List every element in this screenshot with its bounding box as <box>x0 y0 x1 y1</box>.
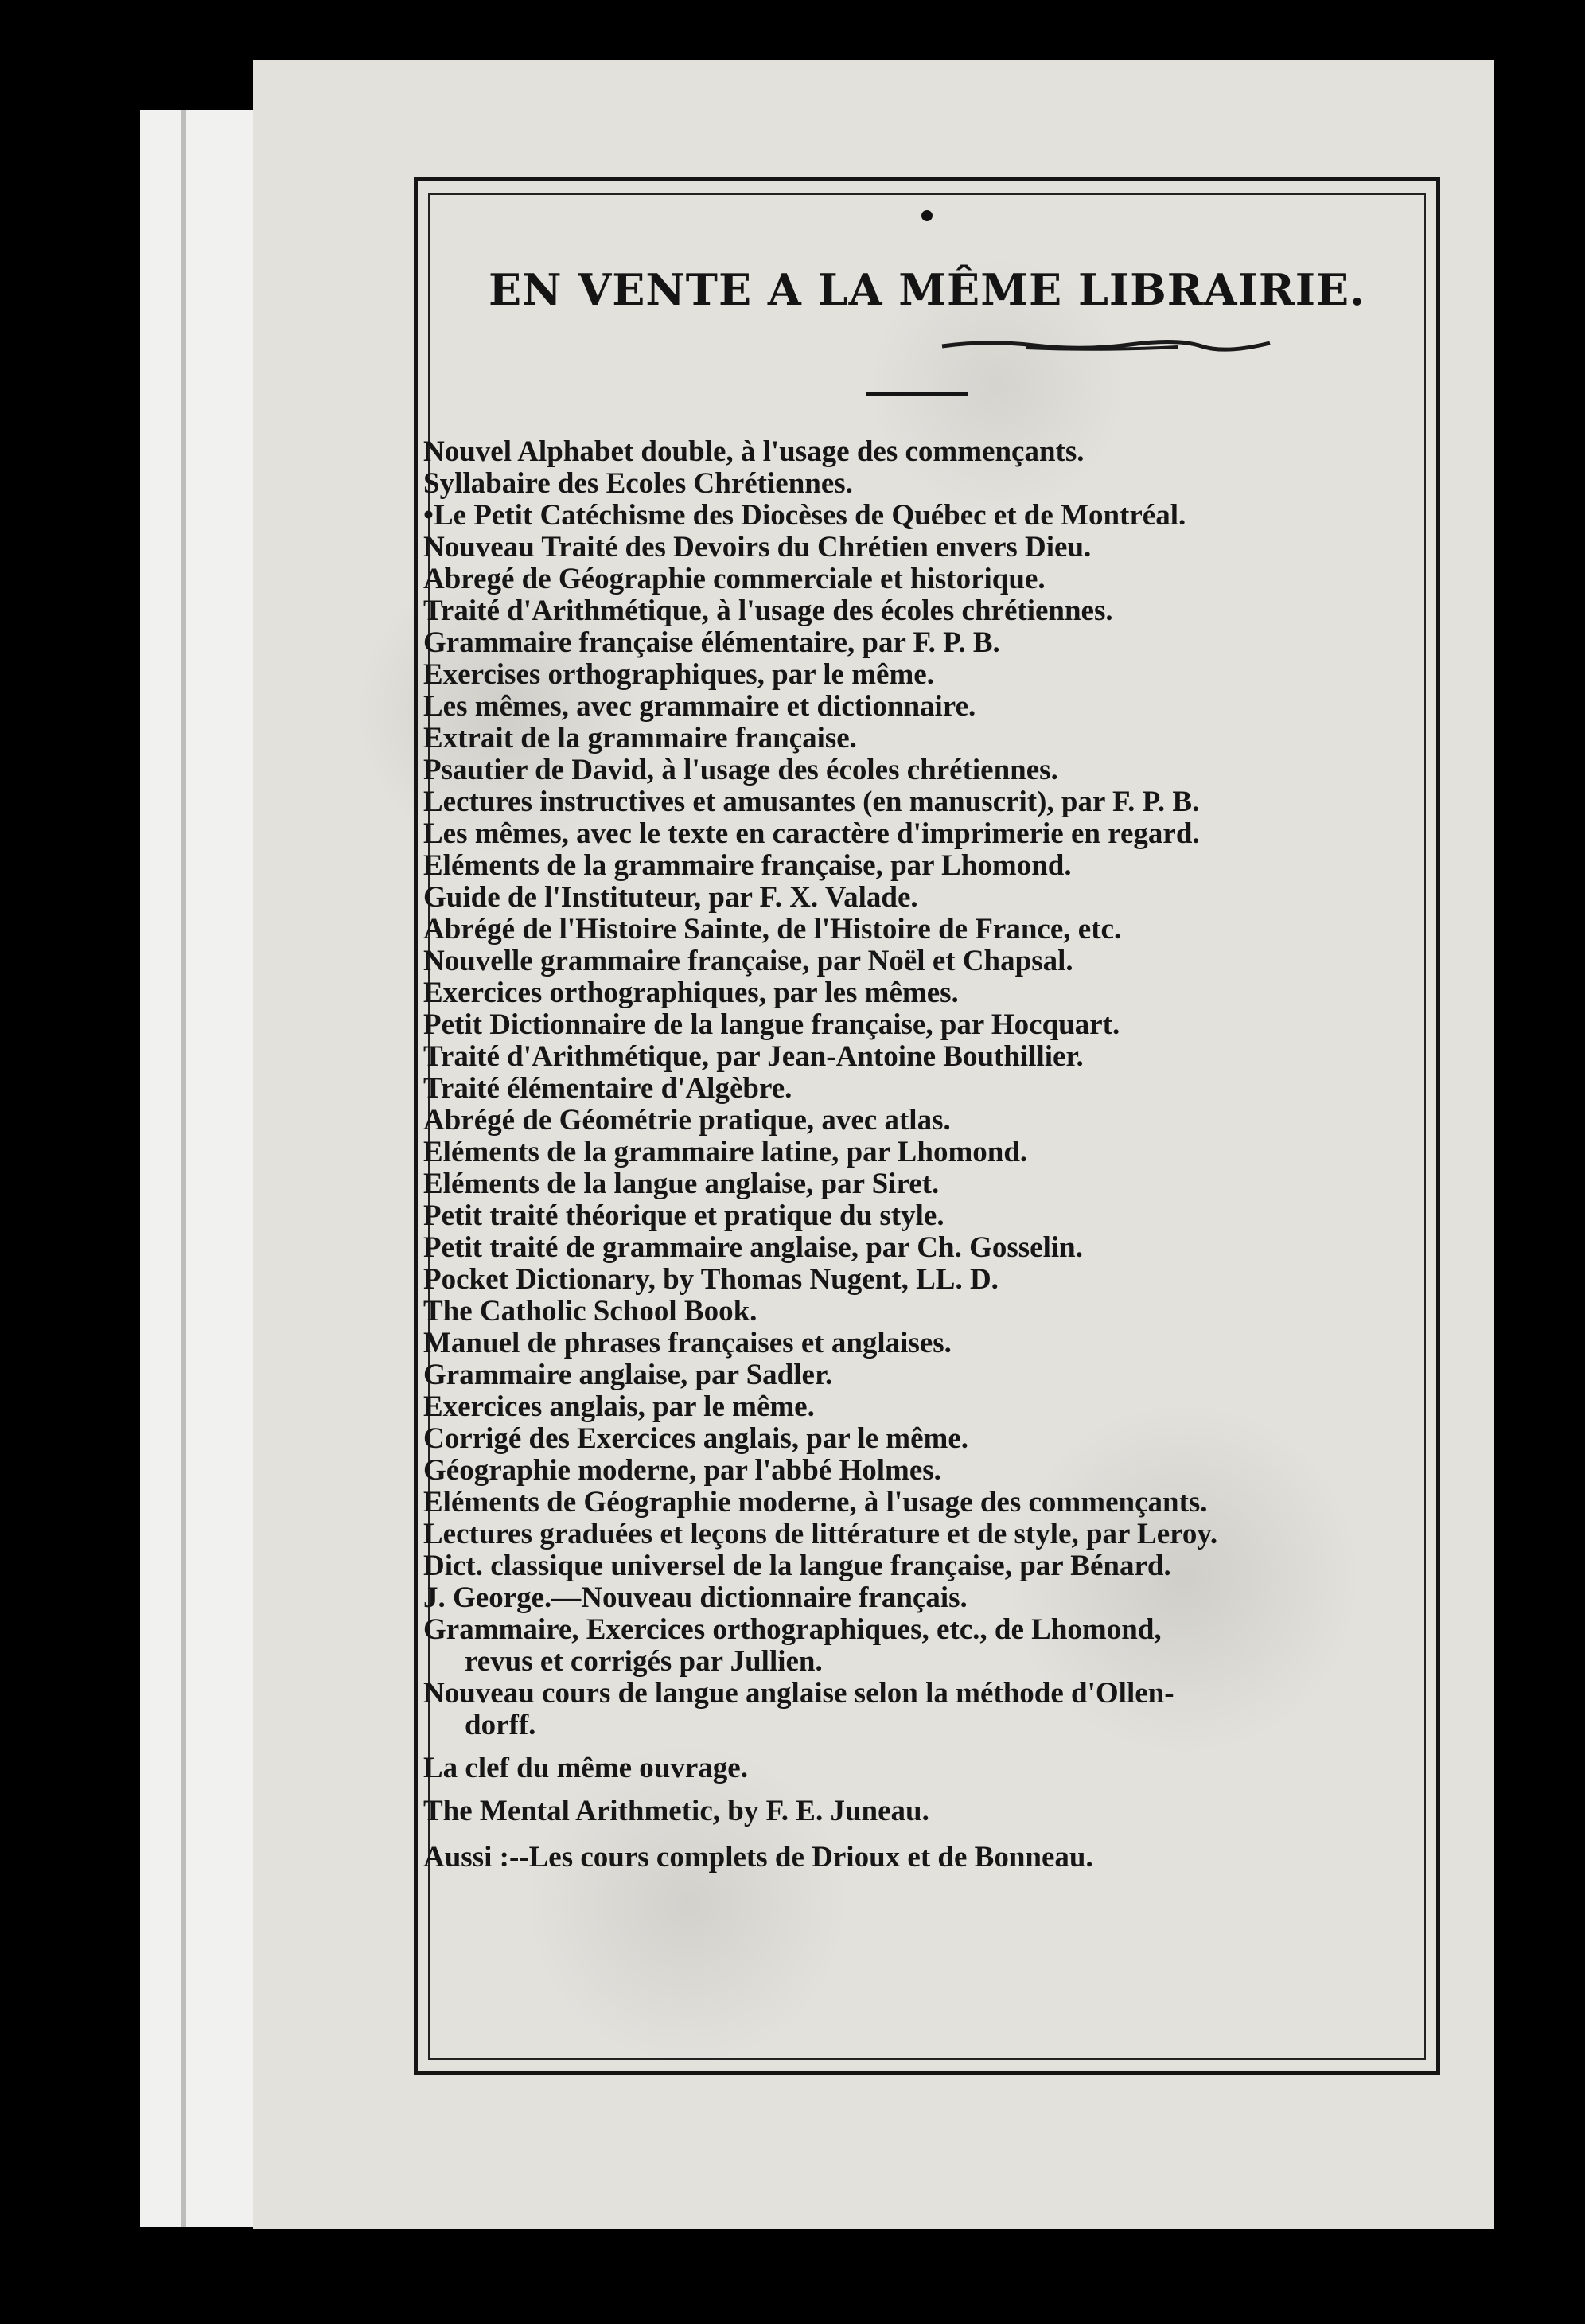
catalog-item: Abregé de Géographie commerciale et historique. <box>423 563 1046 595</box>
catalog-item: Les mêmes, avec le texte en caractère d'imprimerie en regard. <box>423 817 1200 850</box>
catalog-item: Traité d'Arithmétique, par Jean-Antoine Bouthillier. <box>423 1040 1084 1073</box>
heading-ornament-flourish <box>939 338 1273 353</box>
catalog-item: Dict. classique universel de la langue française, par Bénard. <box>423 1550 1171 1582</box>
catalog-item: Les mêmes, avec grammaire et dictionnaire. <box>423 690 976 723</box>
catalog-item: Guide de l'Instituteur, par F. X. Valade. <box>423 881 918 914</box>
catalog-item: Exercices orthographiques, par les mêmes. <box>423 977 959 1009</box>
catalog-item: Exercices anglais, par le même. <box>423 1390 815 1423</box>
heading-rule <box>866 392 968 396</box>
catalog-item: Géographie moderne, par l'abbé Holmes. <box>423 1454 941 1487</box>
catalog-item: Nouveau cours de langue anglaise selon la méthode d'Ollen- dorff. <box>423 1678 1434 1741</box>
backing-sheet-edge <box>181 110 186 2227</box>
catalog-item: Pocket Dictionary, by Thomas Nugent, LL. D. <box>423 1263 999 1296</box>
catalog-item: Lectures instructives et amusantes (en manuscrit), par F. P. B. <box>423 786 1200 818</box>
catalog-item-continuation: revus et corrigés par Jullien. <box>465 1645 823 1678</box>
catalog-item: Grammaire, Exercices orthographiques, etc., de Lhomond, revus et corrigés par Jullien. <box>423 1614 1434 1678</box>
catalog-item: Syllabaire des Ecoles Chrétiennes. <box>423 467 853 500</box>
catalog-item: Nouvel Alphabet double, à l'usage des commençants. <box>423 435 1085 468</box>
catalog-item: Exercises orthographiques, par le même. <box>423 658 934 691</box>
catalog-item: •Le Petit Catéchisme des Diocèses de Québec et de Montréal. <box>423 499 1186 532</box>
catalog-item: Nouveau Traité des Devoirs du Chrétien envers Dieu. <box>423 531 1092 563</box>
catalog-item: La clef du même ouvrage. <box>423 1752 748 1784</box>
catalog-item: Petit Dictionnaire de la langue française, par Hocquart. <box>423 1008 1120 1041</box>
catalog-item: Eléments de la langue anglaise, par Siret. <box>423 1168 940 1200</box>
catalog-list <box>423 436 1434 1874</box>
catalog-item: Psautier de David, à l'usage des écoles chrétiennes. <box>423 754 1058 786</box>
catalog-item: Traité d'Arithmétique, à l'usage des écoles chrétiennes. <box>423 595 1113 627</box>
catalog-item: Petit traité de grammaire anglaise, par Ch. Gosselin. <box>423 1231 1083 1264</box>
catalog-item: The Mental Arithmetic, by F. E. Juneau. <box>423 1795 929 1827</box>
catalog-item: Abrégé de l'Histoire Sainte, de l'Histoire de France, etc. <box>423 913 1122 946</box>
catalog-item-continuation: dorff. <box>465 1709 536 1741</box>
catalog-item: Eléments de Géographie moderne, à l'usage des commençants. <box>423 1486 1208 1519</box>
catalog-item: Petit traité théorique et pratique du style. <box>423 1199 944 1232</box>
catalog-item: Lectures graduées et leçons de littérature et de style, par Leroy. <box>423 1518 1218 1550</box>
catalog-item: Corrigé des Exercices anglais, par le même. <box>423 1422 969 1455</box>
catalog-item: Eléments de la grammaire latine, par Lhomond. <box>423 1136 1028 1168</box>
catalog-item: Abrégé de Géométrie pratique, avec atlas. <box>423 1104 951 1137</box>
catalog-item: Grammaire anglaise, par Sadler. <box>423 1359 833 1391</box>
catalog-footer-note: Aussi :--Les cours complets de Drioux et de Bonneau. <box>423 1841 1093 1874</box>
catalog-item: J. George.—Nouveau dictionnaire français. <box>423 1581 968 1614</box>
catalog-item: Nouvelle grammaire française, par Noël et Chapsal. <box>423 945 1073 977</box>
catalog-item: Eléments de la grammaire française, par Lhomond. <box>423 849 1072 882</box>
page-heading: EN VENTE A LA MÊME LIBRAIRIE. <box>489 264 1365 315</box>
catalog-item: Grammaire française élémentaire, par F. P. B. <box>423 626 1000 659</box>
backing-sheet <box>140 110 267 2227</box>
catalog-item: Manuel de phrases françaises et anglaises. <box>423 1327 952 1359</box>
catalog-item: Extrait de la grammaire française. <box>423 722 857 755</box>
catalog-item: The Catholic School Book. <box>423 1295 757 1328</box>
catalog-item: Traité élémentaire d'Algèbre. <box>423 1072 792 1105</box>
